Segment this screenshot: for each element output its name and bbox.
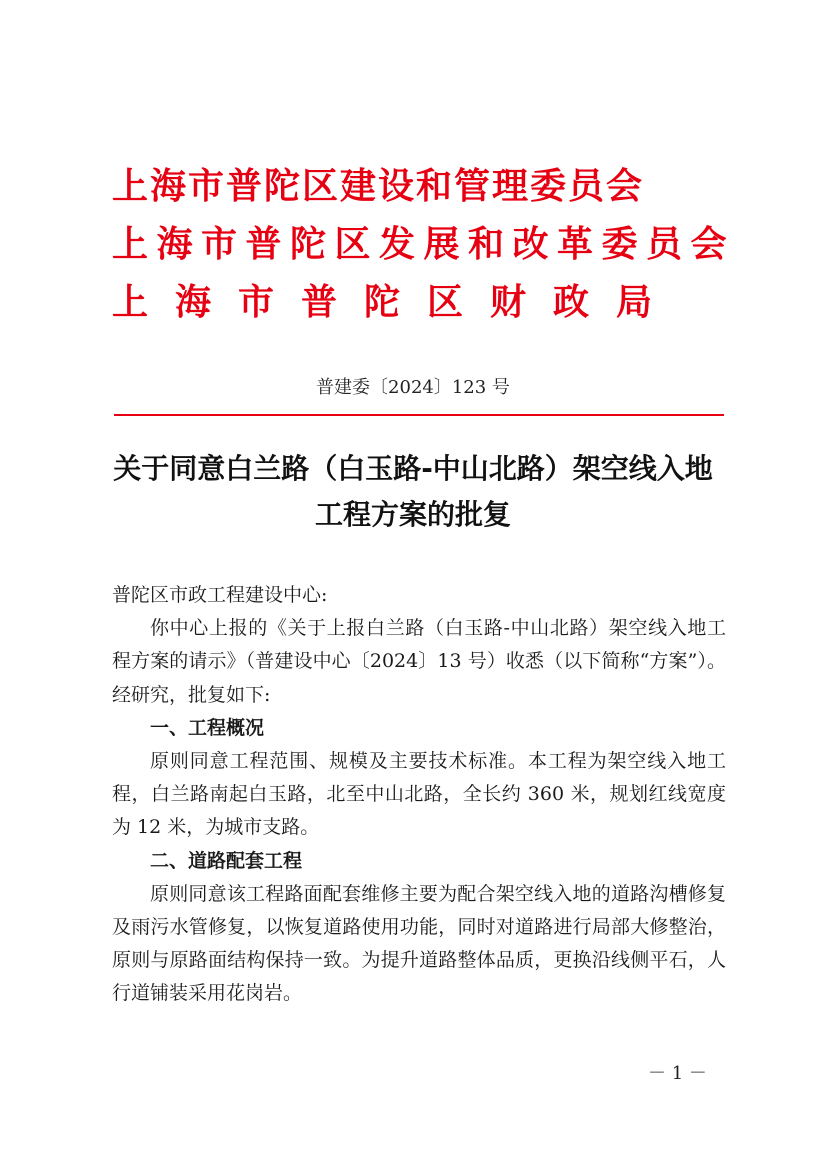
issuer-name-construction-committee: 上海市普陀区建设和管理委员会 [112, 165, 645, 207]
red-separator-line [114, 414, 724, 416]
section-paragraph-project-overview: 原则同意工程范围、规模及主要技术标准。本工程为架空线入地工程，白兰路南起白玉路，北至中山北路，全长约 360 米，规划红线宽度为 12 米，为城市支路。 [112, 750, 726, 839]
document-body [112, 579, 726, 1011]
addressee: 普陀区市政工程建设中心: [112, 584, 328, 606]
issuer-name-finance-bureau: 上海市普陀区财政局 [112, 281, 680, 323]
document-title: 关于同意白兰路（白玉路-中山北路）架空线入地工程方案的批复 [113, 452, 713, 531]
section-paragraph-road-supporting-works: 原则同意该工程路面配套维修主要为配合架空线入地的道路沟槽修复及雨污水管修复，以恢复道路使用功能，同时对道路进行局部大修整治，原则与原路面结构保持一致。为提升道路整体品质，更换沿线侧平石，人行道铺装采用花岗岩。 [112, 882, 726, 1005]
section-heading-project-overview: 一、工程概况 [150, 716, 265, 739]
document-number: 普建委〔2024〕123 号 [316, 377, 510, 398]
page-number: － 1 － [648, 1063, 707, 1084]
issuer-name-development-reform-committee: 上海市普陀区发展和改革委员会 [112, 223, 736, 265]
intro-paragraph: 你中心上报的《关于上报白兰路（白玉路-中山北路）架空线入地工程方案的请示》（普建设中心〔2024〕13 号）收悉（以下简称“方案”）。经研究，批复如下: [112, 617, 726, 706]
section-heading-road-supporting-works: 二、道路配套工程 [150, 849, 303, 872]
